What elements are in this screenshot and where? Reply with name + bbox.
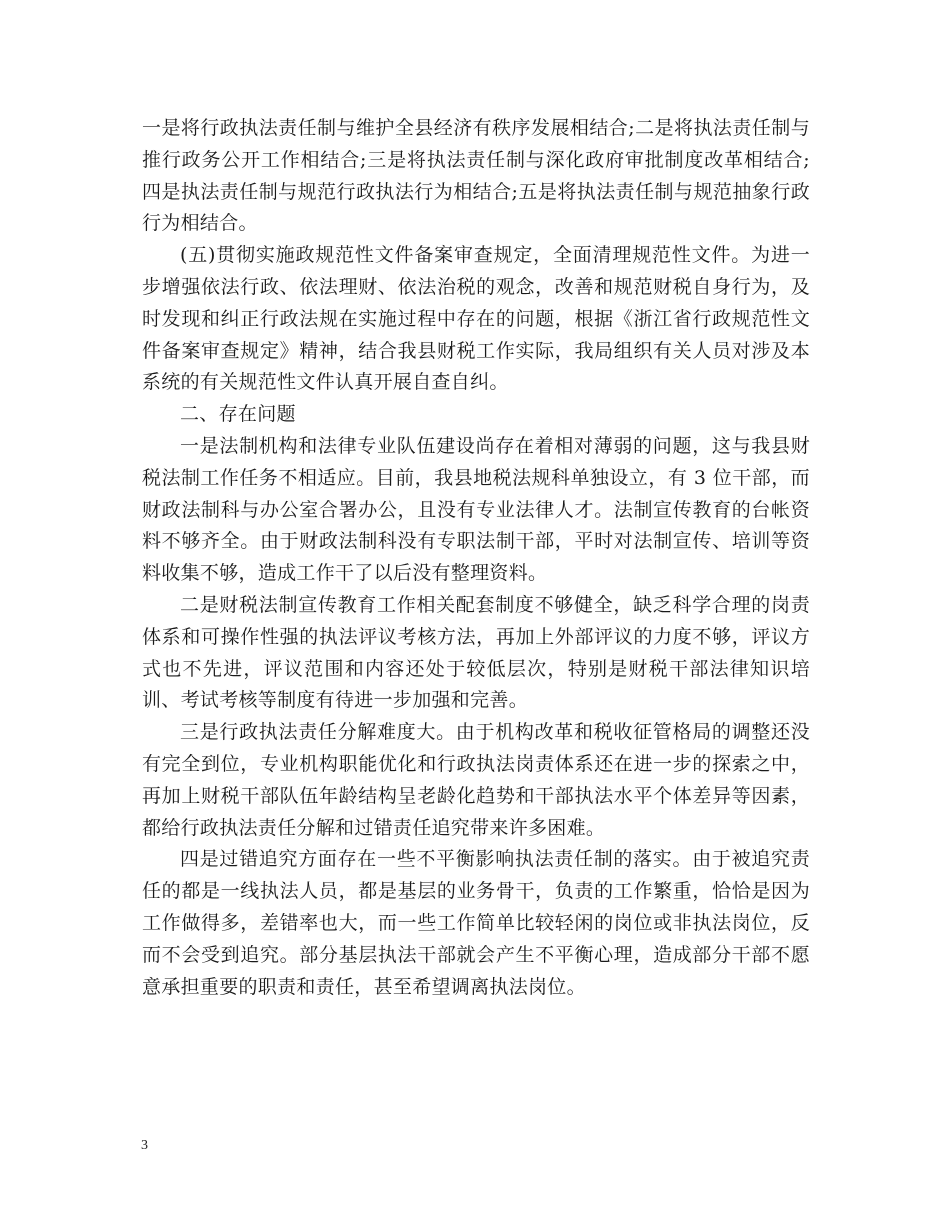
section-heading-existing-problems: 二、存在问题 bbox=[180, 403, 296, 426]
page-number: 3 bbox=[141, 1138, 148, 1153]
paragraph-problem-two: 二是财税法制宣传教育工作相关配套制度不够健全，缺乏科学合理的岗责体系和可操作性强的执法评议考核方法，再加上外部评议的力度不够，评议方式也不先进，评议范围和内容还处于较低层次，特别是财税干部法律知识培训、考试考核等制度有待进一步加强和完善。 bbox=[142, 593, 810, 712]
paragraph-problem-four: 四是过错追究方面存在一些不平衡影响执法责任制的落实。由于被追究责任的都是一线执法人员，都是基层的业务骨干，负责的工作繁重，恰恰是因为工作做得多，差错率也大，而一些工作简单比较轻闲的岗位或非执法岗位，反而不会受到追究。部分基层执法干部就会产生不平衡心理，造成部分干部不愿意承担重要的职责和责任，甚至希望调离执法岗位。 bbox=[142, 848, 810, 998]
paragraph-problem-three: 三是行政执法责任分解难度大。由于机构改革和税收征管格局的调整还没有完全到位，专业机构职能优化和行政执法岗责体系还在进一步的探索之中，再加上财税干部队伍年龄结构呈老龄化趋势和干部执法水平个体差异等因素，都给行政执法责任分解和过错责任追究带来许多困难。 bbox=[142, 721, 810, 839]
paragraph-problem-one: 一是法制机构和法律专业队伍建设尚存在着相对薄弱的问题，这与我县财税法制工作任务不相适应。目前，我县地税法规科单独设立，有 3 位干部，而财政法制科与办公室合署办公，且没有专业法律人才。法制宣传教育的台帐资料不够齐全。由于财政法制科没有专职法制干部，平时对法制宣传、培训等资料收集不够，造成工作干了以后没有整理资料。 bbox=[142, 434, 810, 585]
paragraph-responsibility-integration: 一是将行政执法责任制与维护全县经济有秩序发展相结合;二是将执法责任制与推行政务公开工作相结合;三是将执法责任制与深化政府审批制度改革相结合;四是执法责任制与规范行政执法行为相结合;五是将执法责任制与规范抽象行政行为相结合。 bbox=[142, 117, 810, 235]
paragraph-normative-document-review: (五)贯彻实施政规范性文件备案审查规定，全面清理规范性文件。为进一步增强依法行政、依法理财、依法治税的观念，改善和规范财税自身行为，及时发现和纠正行政法规在实施过程中存在的问题，根据《浙江省行政规范性文件备案审查规定》精神，结合我县财税工作实际，我局组织有关人员对涉及本系统的有关规范性文件认真开展自查自纠。 bbox=[142, 244, 810, 394]
document-body bbox=[142, 113, 810, 1003]
